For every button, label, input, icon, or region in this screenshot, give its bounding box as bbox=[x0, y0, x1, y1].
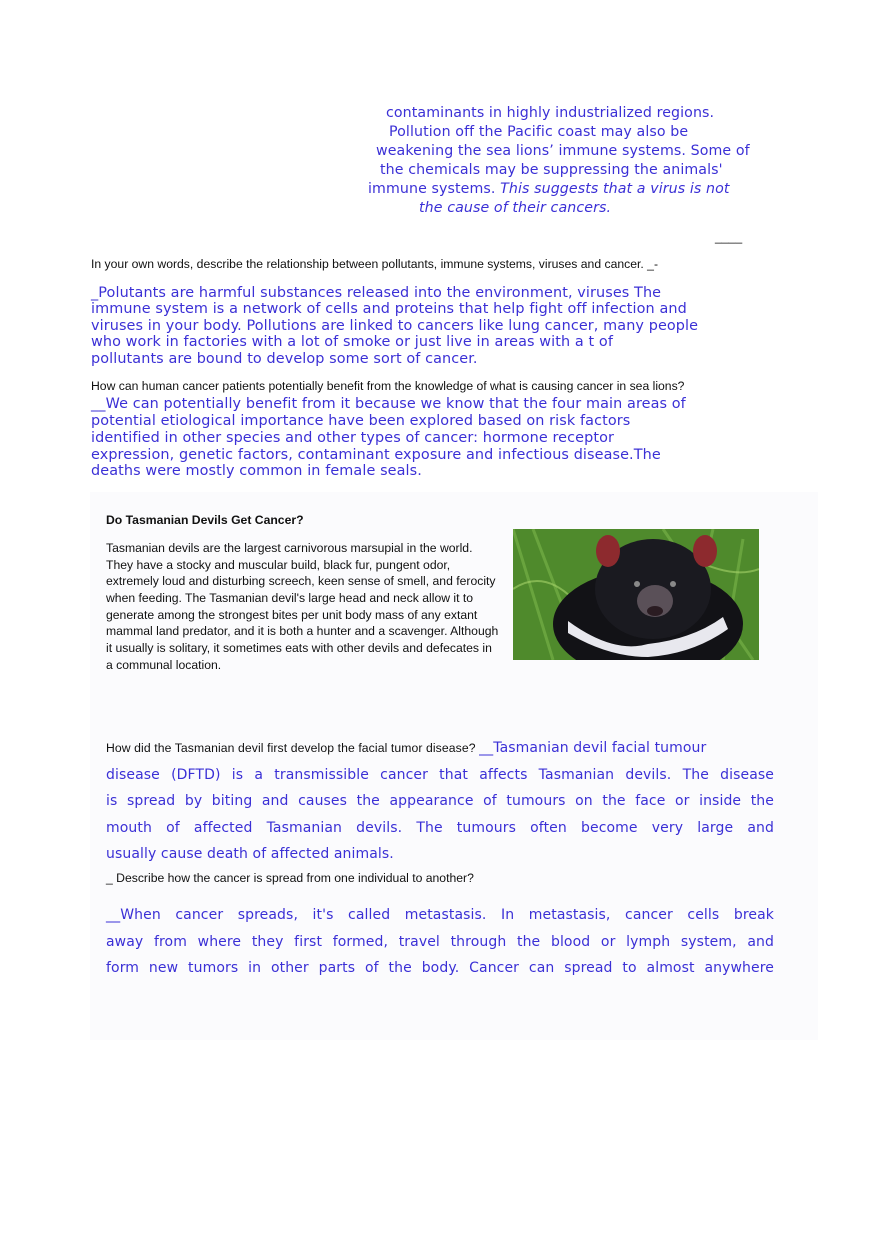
answer-3-start[interactable]: __Tasmanian devil facial tumour bbox=[479, 740, 707, 756]
answer-4-line[interactable]: form new tumors in other parts of the body. Cancer can spread to almost anywhere bbox=[106, 960, 774, 976]
answer-2-line[interactable]: __We can potentially benefit from it because we know that the four main areas of bbox=[91, 396, 686, 412]
passage-emphasis: This suggests that a virus is not bbox=[500, 181, 730, 197]
passage-line: contaminants in highly industrialized regions. bbox=[386, 105, 715, 121]
tasmanian-devil-photo bbox=[513, 529, 759, 660]
answer-3-line[interactable]: disease (DFTD) is a transmissible cancer that affects Tasmanian devils. The disease bbox=[106, 767, 774, 783]
devils-paragraph-line: They have a stocky and muscular build, black fur, pungent odor, bbox=[106, 558, 451, 572]
section-title: Do Tasmanian Devils Get Cancer? bbox=[106, 513, 304, 527]
passage-line bbox=[368, 182, 730, 196]
answer-1-line[interactable]: _Polutants are harmful substances released into the environment, viruses The bbox=[91, 285, 662, 301]
question-4: _ Describe how the cancer is spread from one individual to another? bbox=[106, 871, 474, 885]
passage-line: the cause of their cancers. bbox=[419, 200, 612, 216]
answer-blank: ____ bbox=[715, 230, 743, 244]
devils-paragraph-line: Tasmanian devils are the largest carnivorous marsupial in the world. bbox=[106, 541, 473, 555]
answer-1-line[interactable]: viruses in your body. Pollutions are linked to cancers like lung cancer, many people bbox=[91, 318, 699, 334]
passage-text: immune systems. bbox=[368, 181, 501, 197]
answer-1-line[interactable]: who work in factories with a lot of smoke or just live in areas with a t of bbox=[91, 334, 613, 350]
question-3: How did the Tasmanian devil first develop the facial tumor disease? bbox=[106, 741, 480, 755]
question-2: How can human cancer patients potentially benefit from the knowledge of what is causing cancer in sea lions? bbox=[91, 379, 685, 393]
devils-paragraph-line: generate among the strongest bites per unit body mass of any extant bbox=[106, 608, 478, 622]
answer-4-line[interactable]: away from where they first formed, travel through the blood or lymph system, and bbox=[106, 934, 774, 950]
answer-3-line[interactable]: is spread by biting and causes the appearance of tumours on the face or inside the bbox=[106, 793, 774, 809]
devils-paragraph-line: extremely loud and disturbing screech, keen sense of smell, and ferocity bbox=[106, 574, 496, 588]
answer-1-line[interactable]: immune system is a network of cells and proteins that help fight off infection and bbox=[91, 301, 687, 317]
devils-paragraph-line: when feeding. The Tasmanian devil's large head and neck allow it to bbox=[106, 591, 474, 605]
devils-paragraph-line: it usually is solitary, it sometimes eats with other devils and defecates in bbox=[106, 641, 492, 655]
answer-2-line[interactable]: expression, genetic factors, contaminant exposure and infectious disease.The bbox=[91, 447, 661, 463]
passage-line: Pollution off the Pacific coast may also be bbox=[389, 124, 689, 140]
answer-2-line[interactable]: potential etiological importance have been explored based on risk factors bbox=[91, 413, 631, 429]
answer-2-line[interactable]: deaths were mostly common in female seals. bbox=[91, 463, 422, 479]
devils-paragraph-line: mammal land predator, and it is both a hunter and a scavenger. Although bbox=[106, 624, 499, 638]
answer-1-line[interactable]: pollutants are bound to develop some sort of cancer. bbox=[91, 351, 478, 367]
passage-line: weakening the sea lions’ immune systems. Some of bbox=[376, 143, 750, 159]
answer-4-line[interactable]: __When cancer spreads, it's called metastasis. In metastasis, cancer cells break bbox=[106, 907, 774, 923]
question-3-line bbox=[106, 741, 774, 755]
answer-3-line[interactable]: mouth of affected Tasmanian devils. The tumours often become very large and bbox=[106, 820, 774, 836]
answer-2-line[interactable]: identified in other species and other types of cancer: hormone receptor bbox=[91, 430, 615, 446]
answer-3-line[interactable]: usually cause death of affected animals. bbox=[106, 846, 394, 862]
devils-paragraph-line: a communal location. bbox=[106, 658, 222, 672]
passage-line: the chemicals may be suppressing the animals' bbox=[380, 162, 723, 178]
question-1: In your own words, describe the relationship between pollutants, immune systems, viruses and cancer. _- bbox=[91, 257, 658, 271]
